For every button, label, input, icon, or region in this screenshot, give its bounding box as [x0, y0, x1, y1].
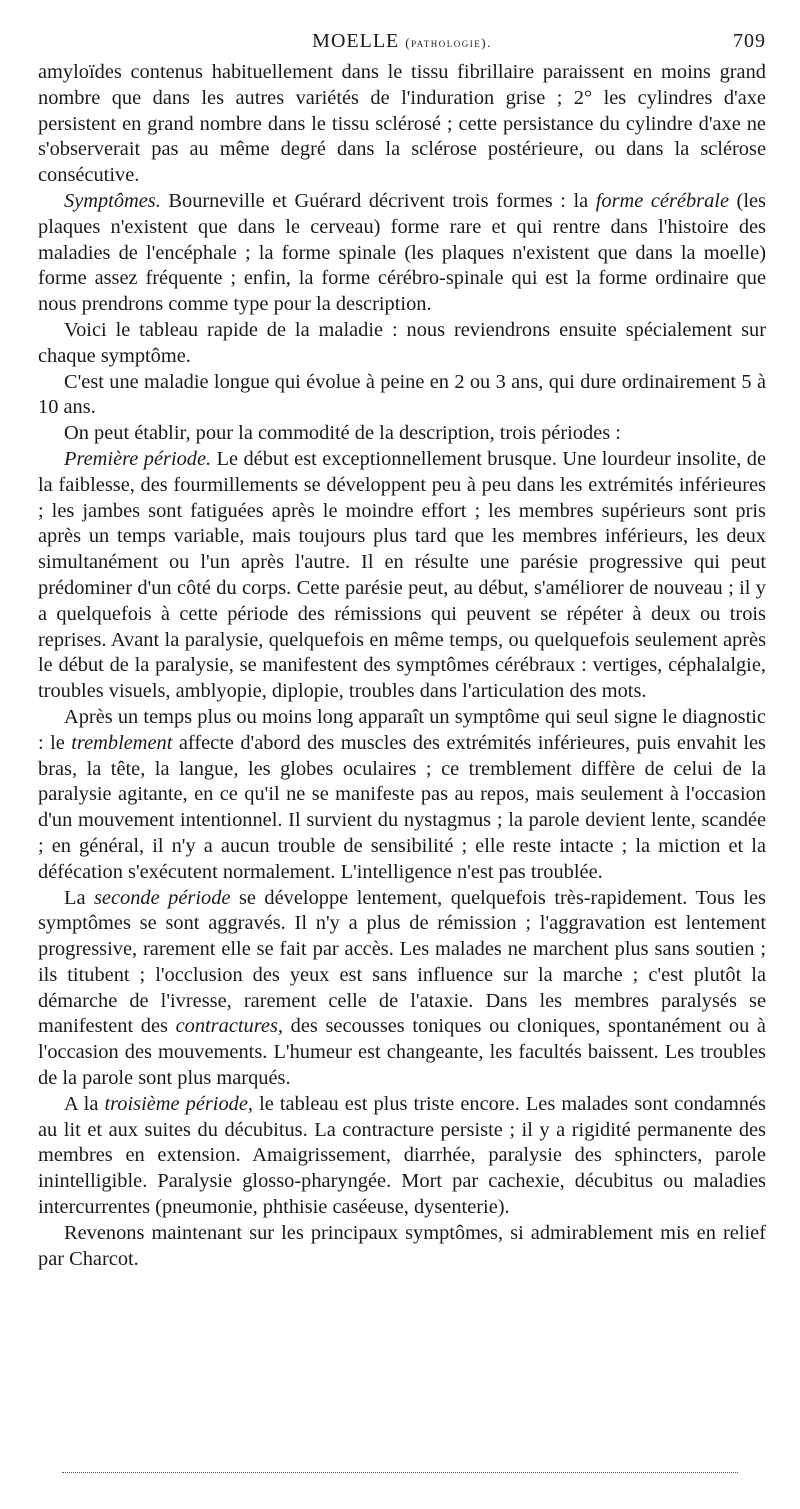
italic-text: Symptômes.: [64, 189, 161, 212]
running-header: [38, 30, 766, 60]
text-segment: (les plaques n'existent que dans le cerveau) forme rare et qui rentre dans l'histoire des maladies de l'encéphale ; la forme spinale (les plaques n'existent que dans la moelle) forme assez fréquente ; enfin, la forme cérébro-spinale qui est la forme ordinaire que nous prendrons comme type pour la description.: [38, 189, 766, 316]
text-segment: Bourneville et Guérard décrivent trois formes : la: [160, 189, 596, 212]
paragraph: [38, 421, 766, 447]
page-number: 709: [733, 30, 766, 52]
body-text: [38, 60, 766, 1272]
paragraph: [38, 705, 766, 886]
italic-text: seconde période: [94, 886, 231, 909]
text-segment: La: [64, 886, 94, 909]
footer-dotted-rule: [62, 1472, 738, 1473]
text-segment: des secousses toniques ou cloniques, spontanément ou à l'occasion des mouvements. L'humeur est changeante, les facultés baissent. Les troubles de la parole sont plus marqués.: [38, 1015, 766, 1090]
text-segment: affecte d'abord des muscles des extrémités inférieures, puis envahit les bras, la tête, la langue, les globes oculaires ; ce tremblement diffère de celui de la paralysie agitante, en ce qu'il ne se manifeste pas au repos, mais seulement à l'occasion d'un mouvement intentionnel. Il survient du nystagmus ; la parole devient lente, scandée ; en général, il n'y a aucun trouble de sensibilité ; elle reste intacte ; la miction et la défécation s'exécutent normalement. L'intelligence n'est pas troublée.: [38, 731, 766, 883]
paragraph: [38, 1092, 766, 1221]
text-segment: A la: [64, 1092, 105, 1115]
paragraph: [38, 886, 766, 1092]
italic-text: tremblement: [71, 731, 173, 754]
text-segment: amyloïdes contenus habituellement dans le tissu fibrillaire paraissent en moins grand nombre que dans les autres variétés de l'induration grise ; 2° les cylindres d'axe persistent en grand nombre dans le tissu sclérosé ; cette persistance du cylindre d'axe ne s'observerait pas au même degré dans la sclérose postérieure, ou dans la sclérose consécutive.: [38, 61, 766, 187]
running-title-main: MOELLE: [312, 30, 400, 52]
paragraph: [38, 1221, 766, 1273]
paragraph: [38, 60, 766, 189]
paragraph: [38, 370, 766, 422]
italic-text: troisième période: [104, 1092, 248, 1115]
text-segment: C'est une maladie longue qui évolue à peine en 2 ou 3 ans, qui dure ordinairement 5 à 10 ans.: [38, 370, 766, 419]
text-segment: Voici le tableau rapide de la maladie : nous reviendrons ensuite spécialement sur chaque symptôme.: [38, 318, 766, 367]
text-segment: On peut établir, pour la commodité de la description, trois périodes :: [64, 422, 621, 445]
italic-text: contractures,: [175, 1015, 283, 1038]
running-title-subtitle: (pathologie).: [405, 35, 492, 50]
italic-text: forme cérébrale: [595, 189, 729, 212]
text-segment: , le tableau est plus triste encore. Les malades sont condamnés au lit et aux suites du décubitus. La contracture persiste ; il y a rigidité permanente des membres en extension. Amaigrissement, diarrhée, paralysie des sphincters, parole inintelligible. Paralysie glosso-pharyngée. Mort par cachexie, décubitus ou maladies intercurrentes (pneumonie, phthisie caséeuse, dysenterie).: [38, 1092, 766, 1219]
paragraph: [38, 318, 766, 370]
text-segment: Le début est exceptionnellement brusque. Une lourdeur insolite, de la faiblesse, des fourmillements se développent peu à peu dans les extrémités inférieures ; les jambes sont fatiguées après le moindre effort ; les membres supérieurs sont pris après un temps variable, mais toujours plus tard que les membres inférieurs, les deux simultanément ou l'un après l'autre. Il en résulte une parésie progressive qui peut prédominer d'un côté du corps. Cette parésie peut, au début, s'améliorer de nouveau ; il y a quelquefois à cette période des rémissions qui peuvent se répéter à deux ou trois reprises. Avant la paralysie, quelquefois en même temps, ou quelquefois seulement après le début de la paralysie, se manifestent des symptômes cérébraux : vertiges, céphalalgie, troubles visuels, amblyopie, diplopie, troubles dans l'articulation des mots.: [38, 447, 766, 703]
italic-text: Première période.: [64, 447, 212, 470]
page: [38, 30, 766, 1272]
text-segment: Après un temps plus ou moins long apparaît un symptôme qui seul signe le diagnostic : le: [38, 705, 766, 754]
running-title: [38, 30, 766, 53]
text-segment: Revenons maintenant sur les principaux symptômes, si admirablement mis en relief par Charcot.: [38, 1221, 766, 1270]
text-segment: se développe lentement, quelquefois très-rapidement. Tous les symptômes se sont aggravés. Il n'y a plus de rémission ; l'aggravation est lentement progressive, rarement elle se fait par accès. Les malades ne marchent plus sans soutien ; ils titubent ; l'occlusion des yeux est sans influence sur la marche ; c'est plutôt la démarche de l'ivresse, rarement celle de l'ataxie. Dans les membres paralysés se manifestent des: [38, 886, 766, 1038]
paragraph: [38, 447, 766, 705]
paragraph: [38, 189, 766, 318]
